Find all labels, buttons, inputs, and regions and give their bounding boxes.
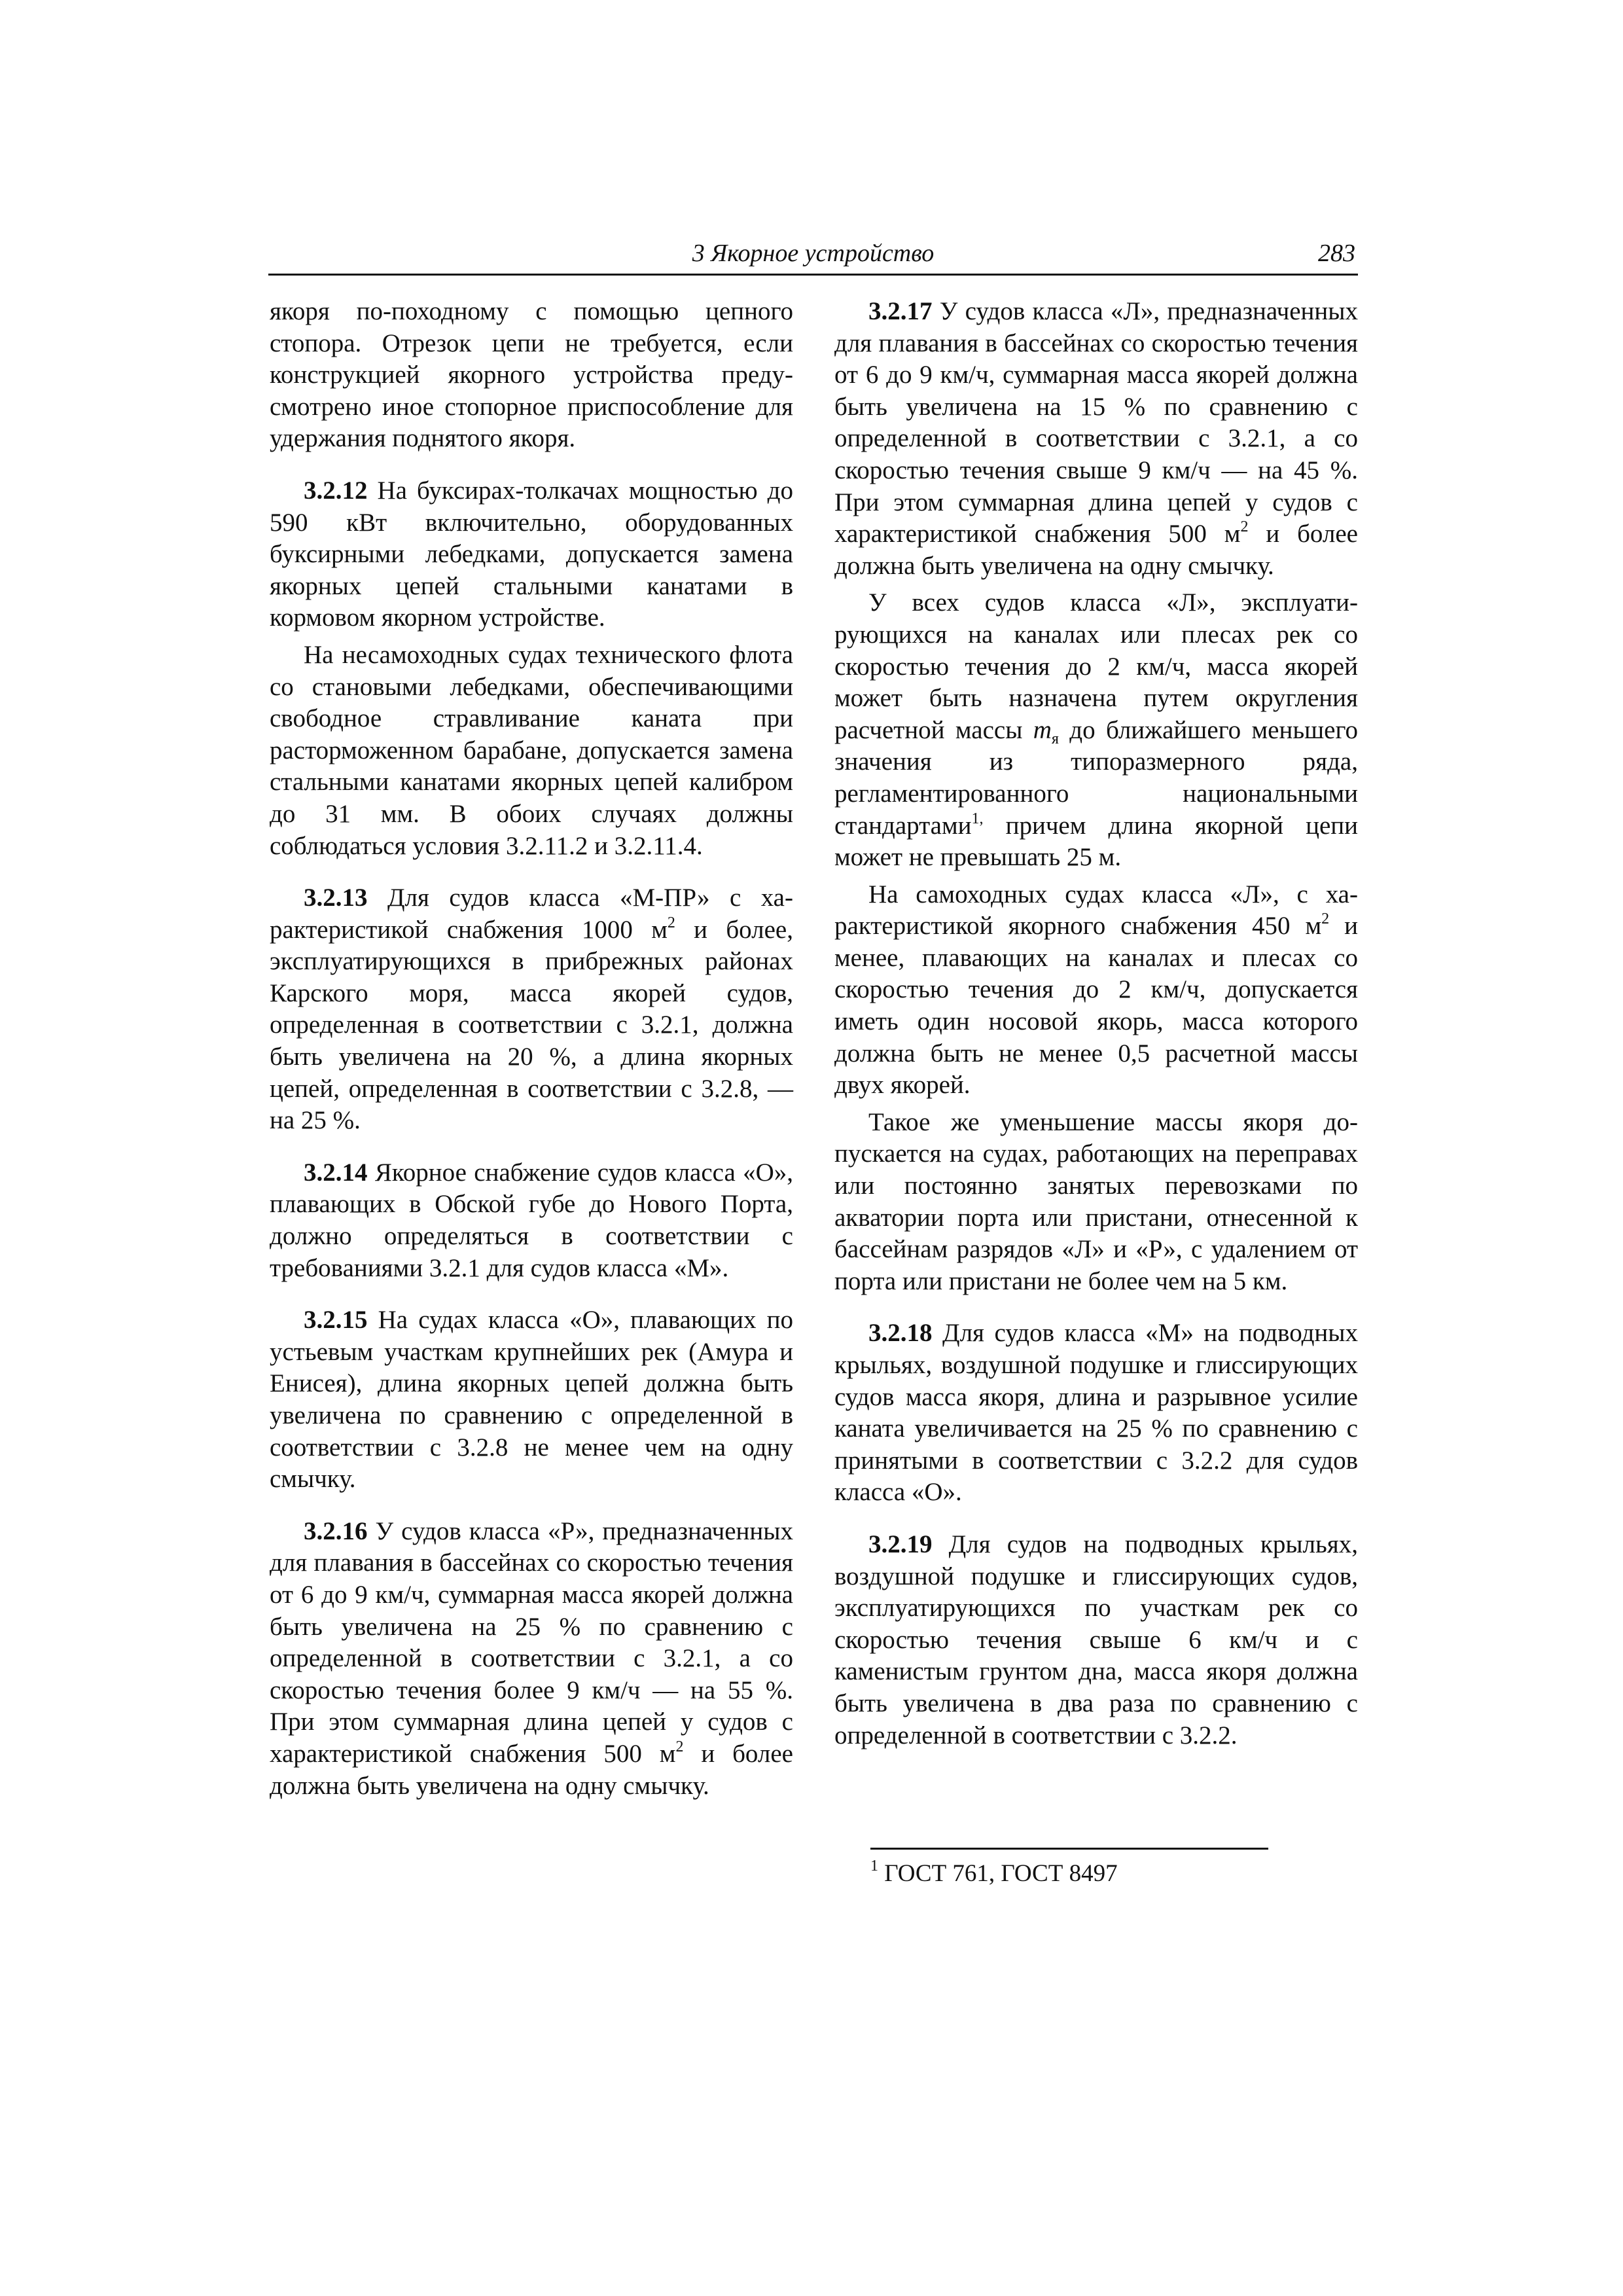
footnote: [870, 1859, 1118, 1889]
left-column: [270, 296, 793, 1802]
footnote-separator: [870, 1848, 1268, 1850]
page-number: 283: [1318, 240, 1355, 267]
section-3-2-14: [270, 1157, 793, 1284]
section-text: У судов класса «Л», предназначенных для плавания в бассейнах со скоростью течения от 6 до 9 км/ч, суммарная масса якорей должна быть увеличена на 15 % по сравнению с определенной в соответствии с 3.2.1, а со скоростью течения свыше 9 км/ч — на 45 %. При этом суммарная длина цепей у судов с характеристикой снабжения 500 м: [834, 297, 1358, 548]
right-column: [834, 296, 1358, 1751]
section-3-2-18: [834, 1318, 1358, 1509]
section-number: 3.2.16: [304, 1516, 368, 1545]
section-number: 3.2.14: [304, 1158, 368, 1187]
running-title: 3 Якорное устройство: [692, 240, 935, 267]
section-text: Для судов на подводных крыльях, воздушной подушке и глиссирующих судов, эксплуатирующихся по участкам рек со скоростью течения свыше 6 км/ч и с каменистым грунтом дна, масса якоря должна быть увеличена в два раза по сравнению с определенной в соответствии с 3.2.2.: [834, 1530, 1358, 1749]
section-text: На буксирах-толкачах мощностью до 590 кВт включительно, оборудованных буксирными лебедками, допускается замена якорных цепей стальными канатами в кормовом якорном устройстве.: [270, 476, 793, 632]
section-text: Для судов класса «М» на подводных крыльях, воздушной подушке и глиссирующих судов масса якоря, длина и разрывное усилие каната увеличивается на 25 % по сравнению с принятыми в соответствии с 3.2.2 для судов класса «О».: [834, 1319, 1358, 1507]
paragraph-same-reduction: Такое же уменьшение массы якоря допускается на судах, работающих на переправах или постоянно занятых перевозками по акватории порта или пристани, отнесенной к бассейнам разрядов «Л» и «Р», с удалением от порта или пристани не более чем на 5 км.: [834, 1107, 1358, 1295]
paragraph-text: и менее, плавающих на каналах и плесах со скоростью течения до 2 км/ч, допускается иметь один носовой якорь, масса которого должна быть не менее 0,5 расчетной массы двух якорей.: [834, 912, 1358, 1100]
paragraph-self-propelled-L: [834, 879, 1358, 1102]
subscript: я: [1051, 730, 1059, 747]
section-3-2-15: [270, 1304, 793, 1496]
section-number: 3.2.19: [868, 1530, 933, 1558]
section-number: 3.2.17: [868, 297, 933, 325]
section-text: и более должна быть увеличена на одну смычку.: [834, 520, 1358, 580]
section-3-2-19: [834, 1529, 1358, 1751]
section-text: и более, эксплуатирующихся в прибрежных районах Карского моря, масса якорей судов, определенная в соответствии с 3.2.1, должна быть увеличена на 20 %, а длина якорных цепей, определенная в соответствии с 3.2.8, — на 25 %.: [270, 915, 793, 1135]
math-variable: m: [1033, 715, 1052, 744]
paragraph-nonself-propelled: На несамоходных судах технического флота со становыми лебедками, обеспечивающими свободное стравливание каната при расторможенном барабане, допускается замена стальными канатами якорных цепей калибром до 31 мм. В обоих случаях должны соблюдаться условия 3.2.11.2 и 3.2.11.4.: [270, 640, 793, 860]
section-3-2-12: [270, 475, 793, 634]
footnote-reference: 1,: [971, 810, 984, 827]
paragraph-all-class-L: [834, 587, 1358, 873]
paragraph-text: до ближайшего меньшего значения из типоразмерного ряда, регламентированного национальными стандартами: [834, 715, 1358, 840]
paragraph-text: На самоходных судах класса «Л», с характеристикой якорного снабжения 450 м: [834, 880, 1358, 941]
superscript: 2: [1240, 518, 1249, 536]
footnote-text: ГОСТ 761, ГОСТ 8497: [878, 1860, 1118, 1887]
section-number: 3.2.13: [304, 884, 368, 912]
superscript: 2: [667, 914, 675, 931]
paragraph-text: У всех судов класса «Л», эксплуатирующихся на каналах или плесах рек со скоростью течения до 2 км/ч, масса якорей может быть назначена путем округления расчетной массы: [834, 588, 1358, 744]
section-text: и более должна быть увеличена на одну смычку.: [270, 1739, 793, 1800]
paragraph-continuation: якоря по-походному с помощью цепного стопора. Отрезок цепи не требуется, если конструкцией якорного устройства предусмотрено иное стопорное приспособление для удержания поднятого якоря.: [270, 297, 793, 453]
section-text: Для судов класса «М-ПР» с характеристикой снабжения 1000 м: [270, 884, 793, 944]
section-3-2-17: [834, 296, 1358, 582]
section-3-2-13: [270, 882, 793, 1137]
section-text: Якорное снабжение судов класса «О», плавающих в Обской губе до Нового Порта, должно определяться в соответствии с требованиями 3.2.1 для судов класса «М».: [270, 1158, 793, 1282]
paragraph-text: причем длина якорной цепи может не превышать 25 м.: [834, 811, 1358, 872]
running-header: [268, 237, 1358, 276]
superscript: 2: [675, 1738, 684, 1755]
section-3-2-16: [270, 1516, 793, 1802]
section-text: У судов класса «Р», предназначенных для плавания в бассейнах со скоростью течения от 6 до 9 км/ч, суммарная масса якорей должна быть увеличена на 25 % по сравнению с определенной в соответствии с 3.2.1, а со скоростью течения более 9 км/ч — на 55 %. При этом суммарная длина цепей у судов с характеристикой снабжения 500 м: [270, 1516, 793, 1768]
section-number: 3.2.15: [304, 1306, 368, 1335]
footnote-marker: 1: [870, 1857, 878, 1874]
section-number: 3.2.18: [868, 1319, 933, 1348]
section-number: 3.2.12: [304, 476, 368, 505]
superscript: 2: [1321, 910, 1330, 928]
section-text: На судах класса «О», плавающих по устьевым участкам крупнейших рек (Амура и Енисея), длина якорных цепей должна быть увеличена по сравнению с определенной в соответствии с 3.2.8 не менее чем на одну смычку.: [270, 1306, 793, 1494]
